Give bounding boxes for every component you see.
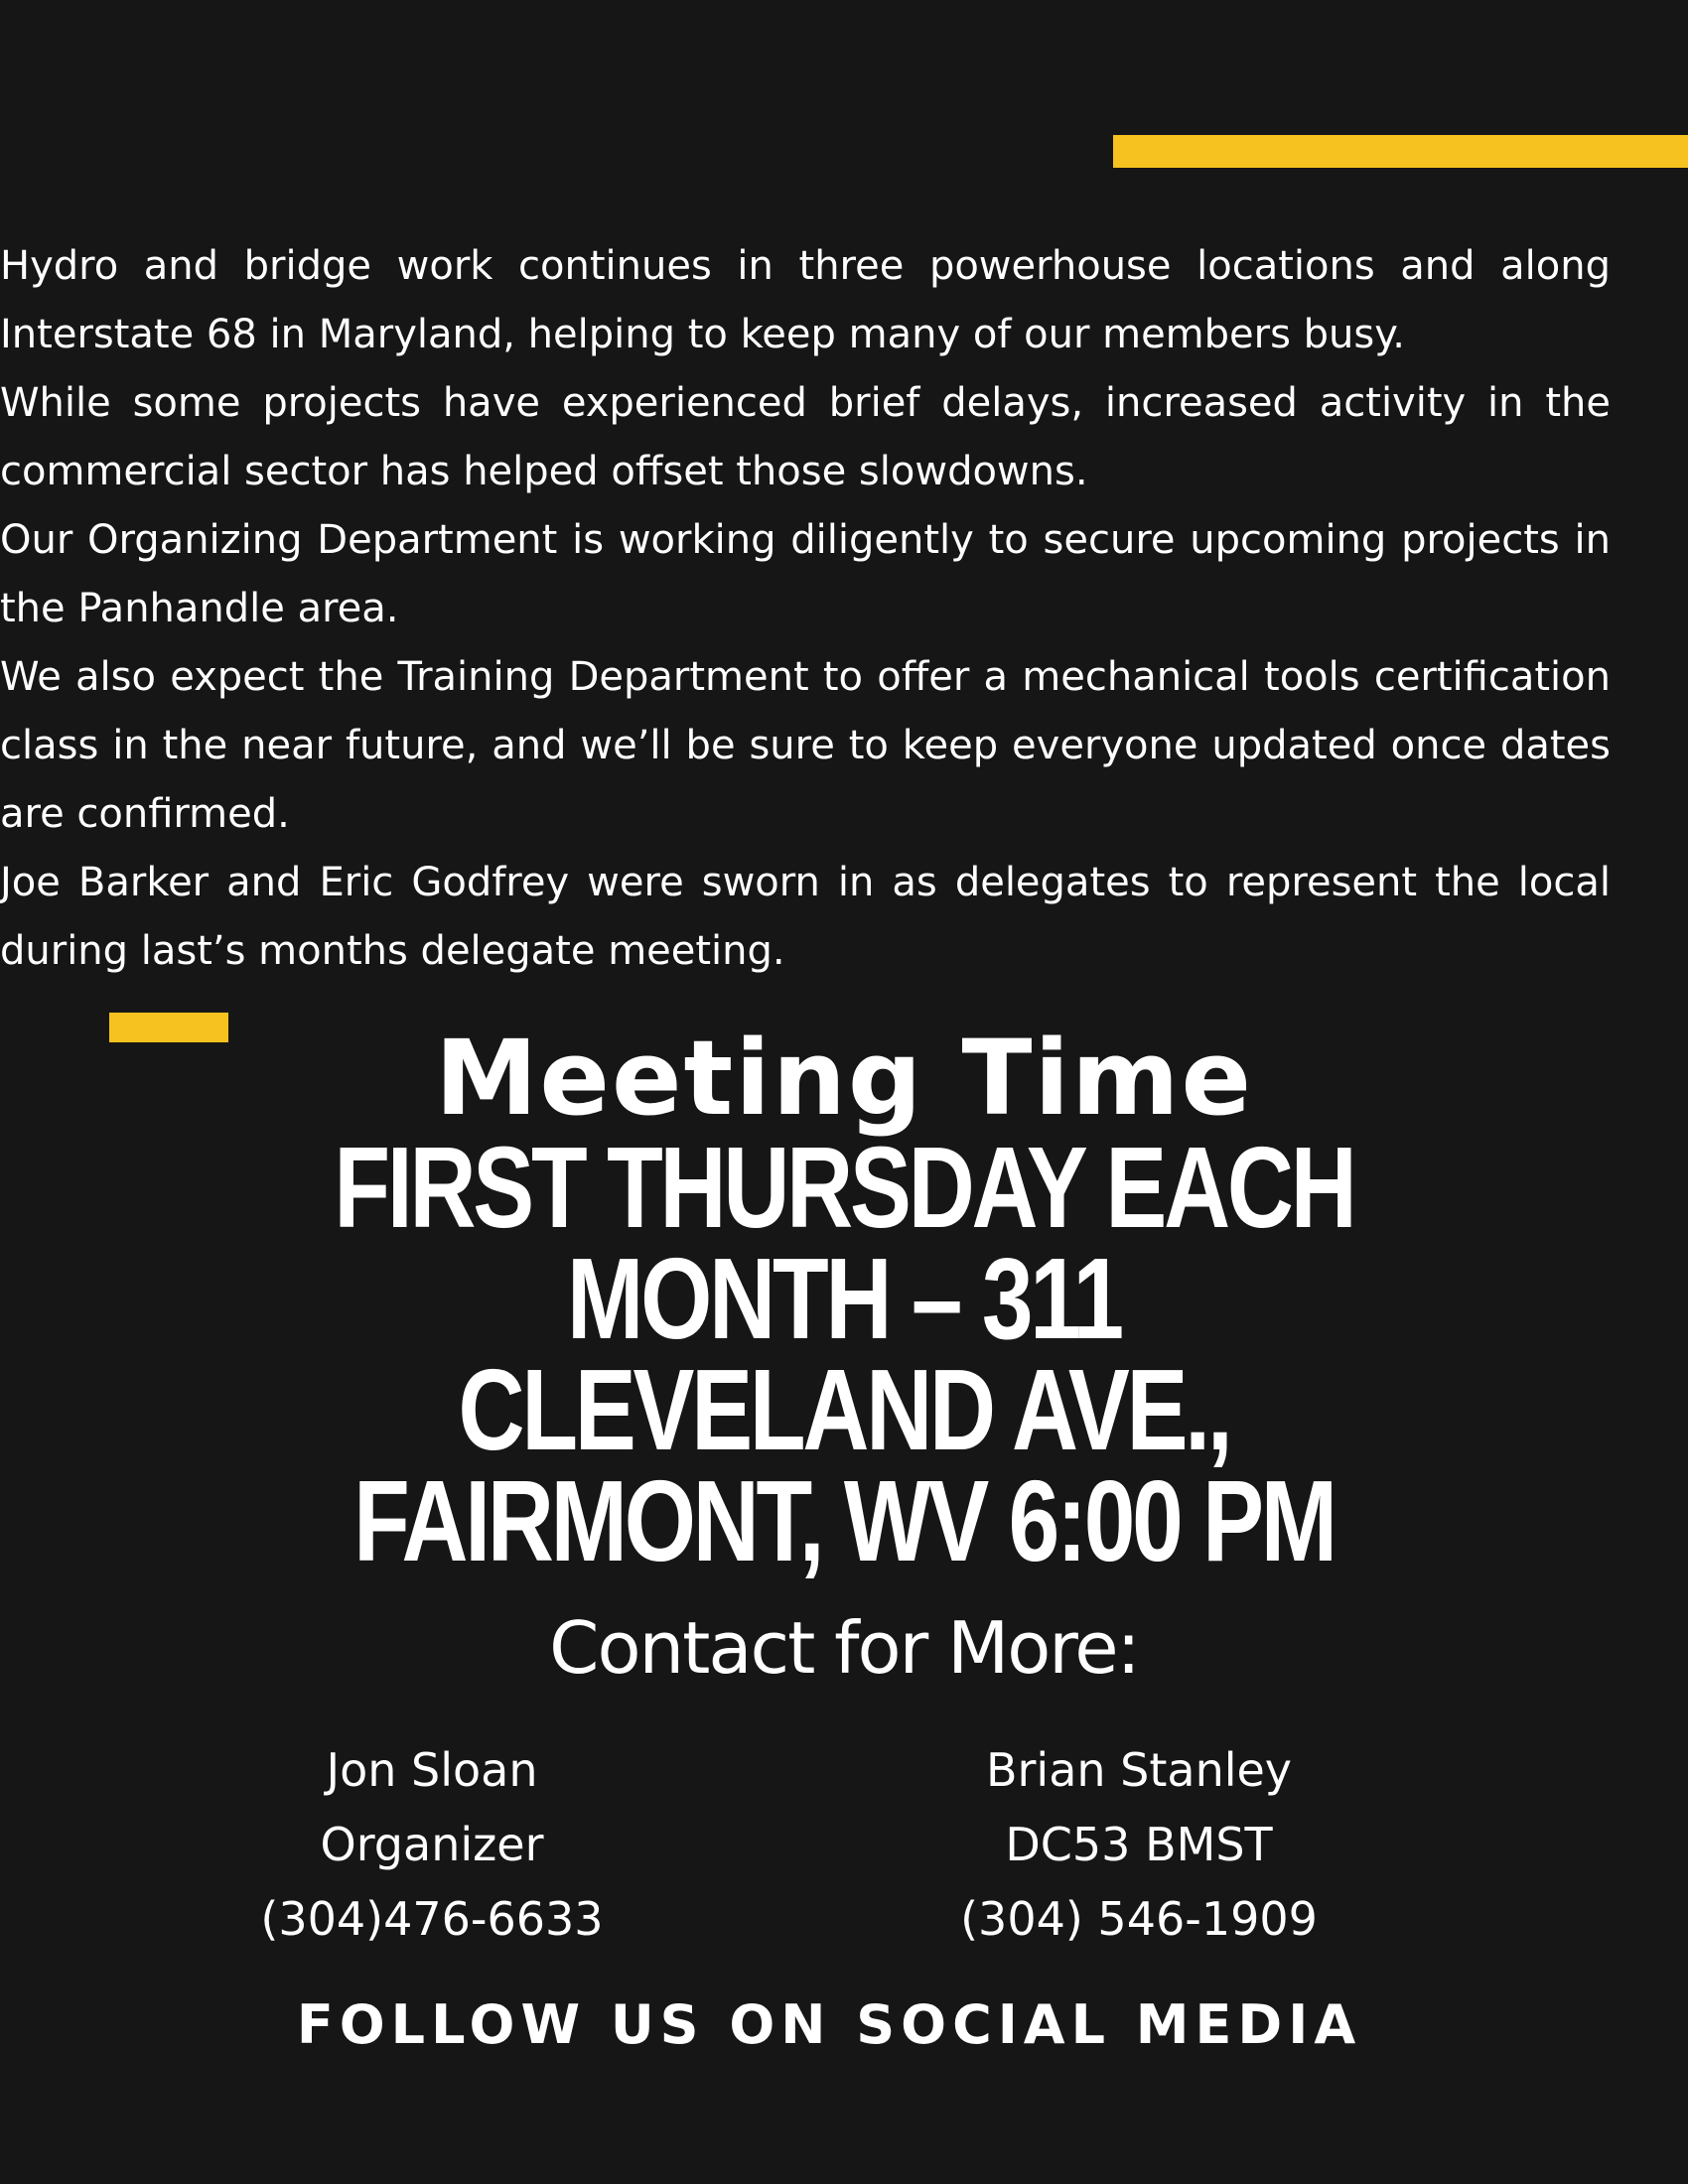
contact-name: Jon Sloan [326,1743,538,1797]
contact-card-brian-stanley [861,1733,1417,1957]
accent-bar-top [1113,135,1688,168]
paragraph-hydro-bridge: Hydro and bridge work continues in three powerhouse locations and along Interstate 68 in Maryland, helping to keep many of our members busy. [0,243,1611,357]
contact-phone[interactable]: (304) 546-1909 [960,1892,1318,1946]
contact-card-jon-sloan [154,1733,710,1957]
meeting-details: FIRST THURSDAY EACH MONTH – 311 CLEVELAND AVE., FAIRMONT, WV 6:00 PM [334,1123,1354,1585]
news-body [0,232,1611,986]
meeting-heading: Meeting Time [434,1018,1254,1139]
paragraph-organizing: Our Organizing Department is working diligently to secure upcoming projects in the Panhandle area. [0,517,1611,631]
paragraph-training: We also expect the Training Department to offer a mechanical tools certification class in the near future, and we’ll be sure to keep everyone updated once dates are confirmed. [0,654,1611,837]
contact-name: Brian Stanley [985,1743,1293,1797]
contact-title: Organizer [320,1818,544,1871]
contact-heading: Contact for More: [549,1606,1139,1690]
social-media-callout: FOLLOW US ON SOCIAL MEDIA [296,1993,1362,2056]
contact-phone[interactable]: (304)476-6633 [260,1892,604,1946]
contact-title: DC53 BMST [1005,1818,1273,1871]
paragraph-delays: While some projects have experienced brief delays, increased activity in the commercial sector has helped offset those slowdowns. [0,380,1611,494]
paragraph-delegates: Joe Barker and Eric Godfrey were sworn in as delegates to represent the local during last’s months delegate meeting. [0,860,1611,974]
